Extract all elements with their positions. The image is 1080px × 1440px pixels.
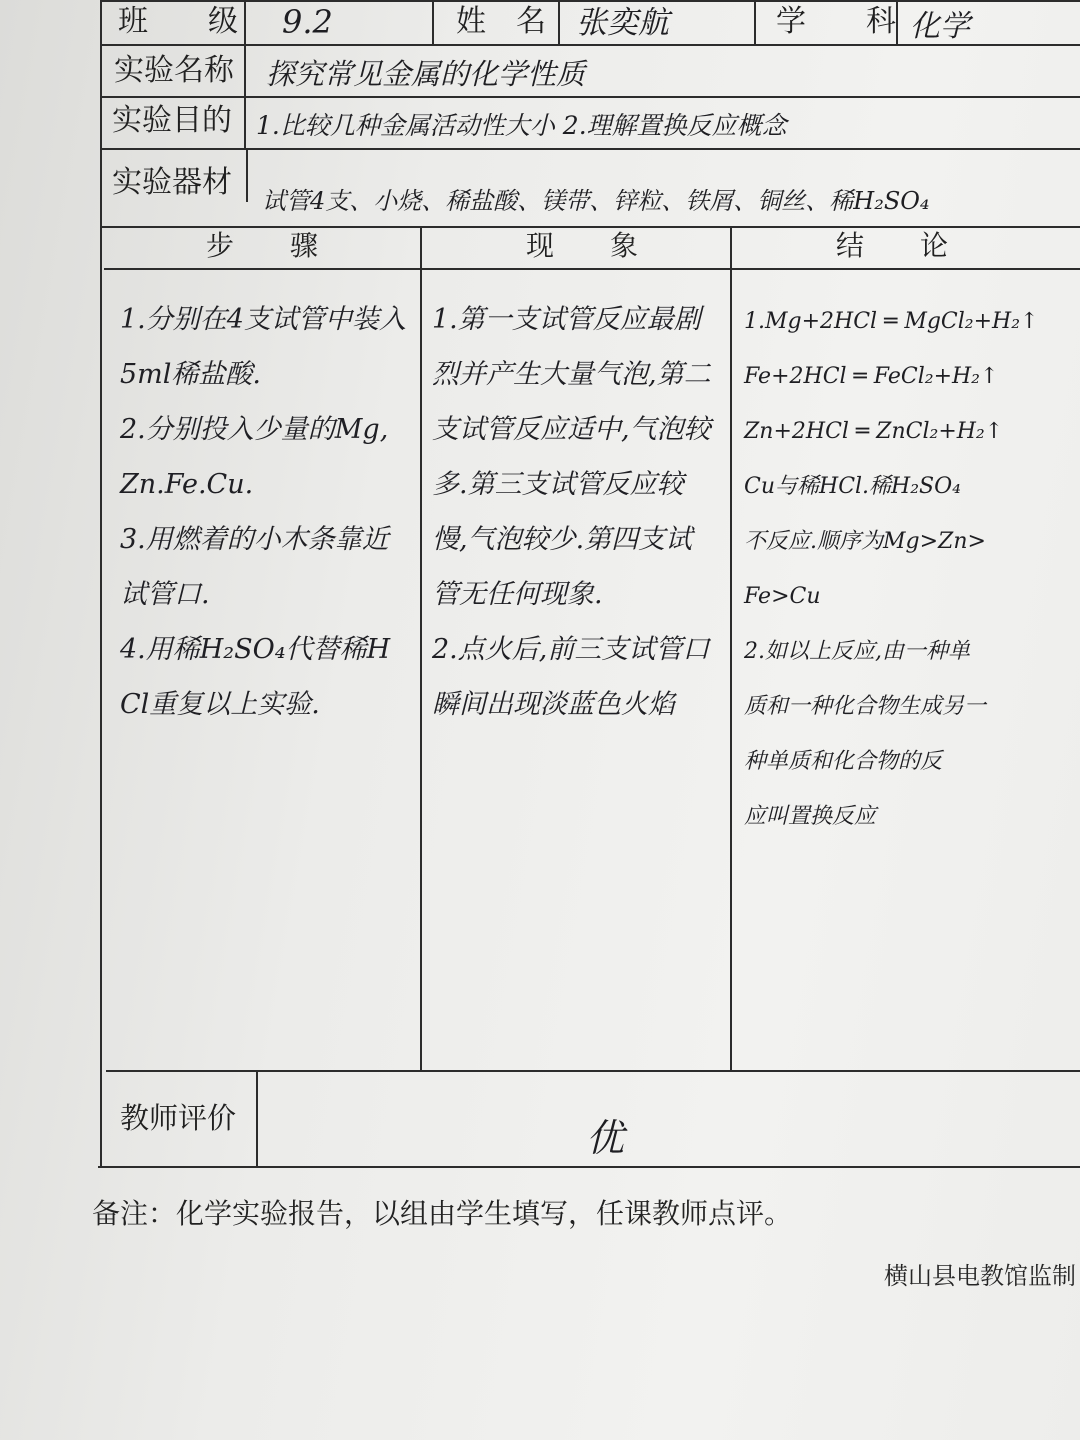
experiment-purpose-value: 1.比较几种金属活动性大小 2.理解置换反应概念 bbox=[256, 111, 787, 140]
conclusion-line: 2.如以上反应,由一种单 bbox=[744, 639, 970, 664]
conclusion-line: 应叫置换反应 bbox=[744, 804, 877, 829]
evaluation-label-divider bbox=[256, 1070, 258, 1166]
conclusion-line: 1.Mg+2HCl ═ MgCl₂+H₂↑ bbox=[744, 309, 1039, 334]
experiment-name-label: 实验名称 bbox=[114, 53, 234, 88]
conclusion-line: 不反应.顺序为Mg>Zn> bbox=[744, 529, 986, 554]
experiment-name-value: 探究常见金属的化学性质 bbox=[266, 57, 586, 91]
class-label: 班 级 bbox=[118, 4, 238, 39]
experiment-equipment-label: 实验器材 bbox=[112, 165, 232, 200]
class-value: 9.2 bbox=[282, 3, 333, 41]
equipment-label-divider bbox=[246, 148, 248, 202]
conclusion-header: 结 论 bbox=[836, 229, 949, 262]
conclusion-line: Fe+2HCl ═ FeCl₂+H₂↑ bbox=[744, 364, 999, 389]
header-col-divider-1 bbox=[244, 0, 246, 148]
name-label: 姓 名 bbox=[456, 4, 546, 39]
experiment-purpose-label: 实验目的 bbox=[112, 103, 232, 138]
column-header-divider bbox=[104, 268, 1080, 270]
table-top-border bbox=[100, 0, 1080, 2]
header-col-divider-3 bbox=[558, 0, 560, 44]
conclusion-line: Fe>Cu bbox=[744, 584, 821, 609]
evaluation-value: 优 bbox=[586, 1116, 625, 1160]
body-bottom-divider bbox=[106, 1070, 1080, 1072]
name-row-divider bbox=[100, 96, 1080, 98]
table-left-border bbox=[100, 0, 102, 1168]
footer-producer: 横山县电教馆监制 bbox=[884, 1262, 1076, 1290]
phenomena-col-divider bbox=[730, 226, 732, 1070]
steps-header: 步 骤 bbox=[206, 229, 319, 262]
equipment-row-divider bbox=[102, 226, 1080, 228]
steps-content: 1.分别在4支试管中装入5ml稀盐酸. 2.分别投入少量的Mg,Zn.Fe.Cu. 3.用燃着的小木条靠近试管口. 4.用稀H₂SO₄代替稀HCl重复以上实验. bbox=[120, 304, 406, 720]
steps-col-divider bbox=[420, 226, 422, 1070]
conclusion-line: Zn+2HCl ═ ZnCl₂+H₂↑ bbox=[744, 419, 1004, 444]
subject-label: 学 科 bbox=[776, 4, 896, 39]
header-col-divider-5 bbox=[896, 0, 898, 44]
header-col-divider-4 bbox=[754, 0, 756, 44]
table-bottom-border bbox=[98, 1166, 1080, 1168]
name-value: 张奕航 bbox=[576, 5, 669, 41]
phenomena-content: 1.第一支试管反应最剧烈并产生大量气泡,第二支试管反应适中,气泡较多.第三支试管反应较慢,气泡较少.第四支试管无任何现象. 2.点火后,前三支试管口瞬间出现淡蓝色火焰 bbox=[432, 304, 711, 720]
remark-text: 备注：化学实验报告，以组由学生填写，任课教师点评。 bbox=[92, 1197, 793, 1230]
conclusion-line: 质和一种化合物生成另一 bbox=[744, 694, 987, 719]
header-col-divider-2 bbox=[432, 0, 434, 44]
subject-value: 化学 bbox=[910, 9, 970, 44]
experiment-equipment-value: 试管4支、小烧、稀盐酸、镁带、锌粒、铁屑、铜丝、稀H₂SO₄ bbox=[262, 187, 930, 215]
conclusion-line: Cu与稀HCl.稀H₂SO₄ bbox=[744, 474, 961, 499]
evaluation-label: 教师评价 bbox=[120, 1101, 237, 1135]
conclusion-content bbox=[744, 294, 1039, 844]
phenomena-header: 现 象 bbox=[526, 229, 639, 262]
conclusion-line: 种单质和化合物的反 bbox=[744, 749, 943, 774]
